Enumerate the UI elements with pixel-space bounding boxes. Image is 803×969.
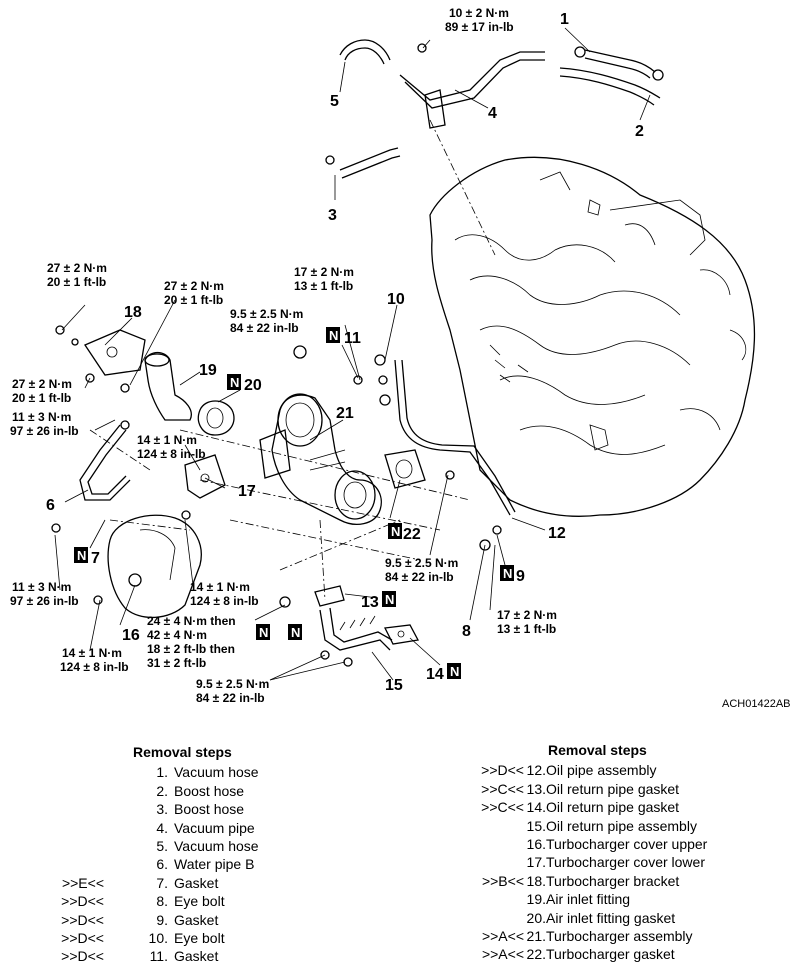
removal-step	[60, 855, 388, 873]
n-marker-9	[500, 565, 514, 581]
callout-17: 17	[238, 483, 256, 500]
step-reference-mark: >>D<<	[481, 762, 524, 779]
n-marker-14	[447, 663, 461, 679]
alignment-lines	[90, 120, 495, 600]
torque-9: 17 ± 2 N·m 13 ± 1 ft-lb	[497, 608, 557, 636]
step-number: 18.	[526, 872, 546, 889]
boost-hose-3	[326, 148, 400, 178]
svg-text:N: N	[291, 625, 301, 640]
callout-18: 18	[124, 304, 142, 321]
water-pipe-b-6	[80, 421, 130, 500]
air-inlet-fitting-gasket-20	[198, 401, 234, 435]
step-number: 21.	[526, 928, 546, 945]
step-reference-mark	[470, 835, 524, 853]
removal-step	[470, 890, 707, 908]
torque-16b: 14 ± 1 N·m 124 ± 8 in-lb	[60, 646, 129, 674]
torque-16a: 14 ± 1 N·m 124 ± 8 in-lb	[190, 580, 259, 608]
removal-step	[60, 819, 388, 837]
step-label: Eye bolt	[174, 930, 225, 947]
step-label: Water pipe B	[174, 856, 255, 873]
torque-7: 11 ± 3 N·m 97 ± 26 in-lb	[10, 580, 79, 608]
removal-step	[470, 945, 707, 963]
figure-code: ACH01422AB	[722, 698, 791, 710]
removal-step	[470, 817, 707, 835]
step-reference-mark: >>C<<	[481, 799, 524, 816]
removal-step	[60, 892, 388, 910]
removal-steps-right	[470, 741, 707, 964]
callout-11: 11	[344, 330, 361, 347]
step-reference-mark: >>C<<	[481, 780, 524, 797]
step-reference-mark: >>D<<	[61, 893, 104, 910]
callout-3: 3	[328, 207, 337, 224]
turbocharger-cover-upper-16	[108, 515, 201, 617]
removal-step	[60, 782, 388, 800]
callout-14: 14	[426, 666, 444, 683]
turbocharger-bracket-18	[85, 330, 145, 375]
step-label: Gasket	[174, 948, 219, 965]
vacuum-pipe-4	[400, 52, 545, 128]
svg-text:N: N	[385, 592, 395, 607]
callout-7: 7	[91, 550, 100, 567]
callout-8: 8	[462, 623, 471, 640]
turbocharger-gasket-22	[385, 450, 425, 488]
svg-text:N: N	[503, 566, 513, 581]
step-reference-mark: >>E<<	[61, 874, 104, 891]
step-reference-mark	[60, 855, 104, 873]
step-label: Vacuum pipe	[174, 819, 255, 836]
step-label: Boost hose	[174, 801, 245, 818]
removal-step	[60, 911, 388, 929]
torque-15: 9.5 ± 2.5 N·m 84 ± 22 in-lb	[196, 677, 270, 705]
callout-2: 2	[635, 123, 644, 140]
step-number: 5.	[156, 838, 168, 855]
torque-10a: 17 ± 2 N·m 13 ± 1 ft-lb	[294, 265, 354, 293]
removal-step	[60, 874, 388, 892]
step-number: 6.	[156, 856, 168, 873]
removal-step	[60, 800, 388, 818]
torque-18a: 27 ± 2 N·m 20 ± 1 ft-lb	[47, 261, 107, 289]
step-number: 3.	[156, 801, 168, 818]
svg-text:N: N	[450, 664, 460, 679]
n-marker-8b	[288, 624, 302, 640]
torque-22: 9.5 ± 2.5 N·m 84 ± 22 in-lb	[385, 556, 459, 584]
svg-text:N: N	[230, 375, 240, 390]
torque-17: 14 ± 1 N·m 124 ± 8 in-lb	[137, 433, 206, 461]
vacuum-hose-1	[575, 47, 663, 80]
removal-step	[470, 780, 707, 798]
step-number: 17.	[526, 854, 546, 871]
step-label: Air inlet fitting	[546, 891, 631, 908]
step-reference-mark: >>A<<	[481, 946, 524, 963]
n-marker-7	[74, 547, 88, 563]
step-reference-mark: >>A<<	[481, 928, 524, 945]
engine-block-outline	[430, 157, 754, 516]
callout-13: 13	[361, 594, 379, 611]
step-label: Oil pipe assembly	[546, 762, 657, 779]
step-reference-mark: >>D<<	[61, 930, 104, 947]
step-number: 19.	[526, 891, 546, 908]
step-reference-mark	[470, 853, 524, 871]
step-number: 9.	[156, 911, 168, 928]
step-reference-mark	[470, 890, 524, 908]
callout-12: 12	[548, 525, 566, 542]
callout-10: 10	[387, 291, 405, 308]
step-label: Oil return pipe assembly	[546, 817, 697, 834]
step-reference-mark	[60, 837, 104, 855]
svg-text:N: N	[77, 548, 87, 563]
n-marker-20	[227, 374, 241, 390]
step-reference-mark: >>B<<	[481, 872, 524, 889]
step-reference-mark	[60, 800, 104, 818]
callout-6: 6	[46, 497, 55, 514]
step-label: Boost hose	[174, 782, 245, 799]
n-marker-22	[388, 523, 402, 539]
step-reference-mark	[60, 819, 104, 837]
removal-step	[60, 763, 388, 781]
svg-text:N: N	[259, 625, 269, 640]
step-reference-mark	[470, 817, 524, 835]
callout-5: 5	[330, 93, 339, 110]
removal-steps-left	[60, 743, 388, 966]
step-label: Turbocharger bracket	[546, 872, 680, 889]
oil-return-pipe-assembly-15	[320, 608, 392, 650]
new-part-markers	[74, 327, 514, 679]
vacuum-hose-5	[340, 40, 390, 64]
oil-pipe-assembly-12	[380, 360, 515, 515]
torque-6a: 27 ± 2 N·m 20 ± 1 ft-lb	[12, 377, 72, 405]
step-reference-mark: >>D<<	[61, 948, 104, 965]
step-reference-mark	[470, 909, 524, 927]
step-reference-mark: >>D<<	[61, 911, 104, 928]
step-label: Turbocharger gasket	[546, 946, 675, 963]
callout-22: 22	[403, 526, 421, 543]
removal-step	[60, 947, 388, 965]
step-number: 8.	[156, 893, 168, 910]
removal-steps-heading: Removal steps	[548, 742, 647, 758]
svg-text:N: N	[329, 328, 339, 343]
turbocharger-cover-lower-17	[185, 455, 225, 498]
torque-6b: 11 ± 3 N·m 97 ± 26 in-lb	[10, 410, 79, 438]
removal-step	[470, 927, 707, 945]
step-number: 22.	[526, 946, 546, 963]
step-label: Vacuum hose	[174, 838, 259, 855]
removal-step	[470, 835, 707, 853]
callout-1: 1	[560, 11, 569, 28]
removal-step	[470, 909, 707, 927]
n-marker-13	[382, 591, 396, 607]
callout-9: 9	[516, 568, 525, 585]
step-label: Oil return pipe gasket	[546, 780, 680, 797]
step-number: 16.	[526, 836, 546, 853]
removal-step	[470, 798, 707, 816]
step-label: Air inlet fitting gasket	[546, 909, 676, 926]
step-number: 15.	[526, 817, 546, 834]
removal-step	[470, 853, 707, 871]
step-number: 10.	[148, 930, 168, 947]
removal-step	[470, 761, 707, 779]
step-number: 20.	[526, 909, 546, 926]
step-number: 7.	[156, 874, 168, 891]
oil-return-pipe-gasket-13	[315, 586, 344, 606]
step-number: 12.	[526, 762, 546, 779]
step-number: 2.	[156, 782, 168, 799]
step-label: Turbocharger cover lower	[546, 854, 705, 871]
step-number: 11.	[149, 948, 168, 965]
svg-text:N: N	[391, 524, 401, 539]
callout-16: 16	[122, 627, 140, 644]
step-number: 13.	[526, 780, 546, 797]
callout-15: 15	[385, 677, 403, 694]
step-number: 14.	[526, 799, 546, 816]
step-number: 4.	[156, 819, 168, 836]
step-number: 1.	[156, 764, 168, 781]
removal-steps-heading: Removal steps	[133, 744, 232, 760]
callout-19: 19	[199, 362, 217, 379]
step-label: Gasket	[174, 911, 219, 928]
step-reference-mark	[60, 763, 104, 781]
n-marker-8a	[256, 624, 270, 640]
callout-20: 20	[244, 377, 262, 394]
step-label: Turbocharger assembly	[546, 928, 693, 945]
step-label: Turbocharger cover upper	[546, 836, 708, 853]
step-label: Vacuum hose	[174, 764, 259, 781]
step-label: Gasket	[174, 874, 219, 891]
n-marker-11	[326, 327, 340, 343]
torque-8: 24 ± 4 N·m then 42 ± 4 N·m 18 ± 2 ft-lb then 31 ± 2 ft-lb	[147, 614, 236, 670]
step-label: Oil return pipe gasket	[546, 799, 680, 816]
step-reference-mark	[60, 782, 104, 800]
torque-top: 10 ± 2 N·m 89 ± 17 in-lb	[445, 6, 514, 34]
torque-18b: 27 ± 2 N·m 20 ± 1 ft-lb	[164, 279, 224, 307]
air-inlet-fitting-19	[145, 353, 191, 421]
callout-21: 21	[336, 405, 354, 422]
removal-step	[60, 837, 388, 855]
removal-step	[60, 929, 388, 947]
removal-step	[470, 872, 707, 890]
step-label: Eye bolt	[174, 893, 225, 910]
callout-4: 4	[488, 105, 497, 122]
torque-11: 9.5 ± 2.5 N·m 84 ± 22 in-lb	[230, 307, 304, 335]
boost-hose-2	[560, 68, 660, 105]
